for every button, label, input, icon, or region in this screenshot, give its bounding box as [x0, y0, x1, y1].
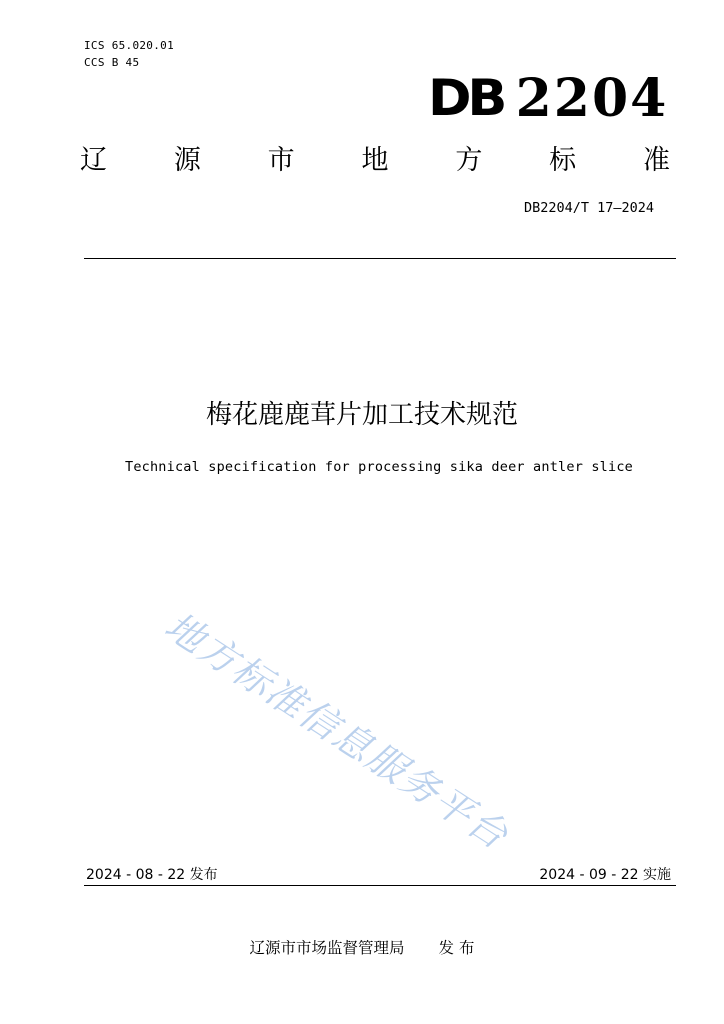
standard-type-char: 市 — [267, 145, 295, 176]
standard-type-char: 地 — [361, 145, 389, 176]
db-logo-letters: DB — [428, 69, 504, 127]
publisher-line — [0, 936, 724, 958]
publisher-action: 发 布 — [438, 939, 475, 957]
document-title-en: Technical specification for processing sika deer antler slice — [125, 459, 633, 475]
ics-code: ICS 65.020.01 — [84, 39, 174, 52]
top-divider — [84, 258, 676, 259]
db-logo-code: 2204 — [515, 67, 669, 129]
standard-number: DB2204/T 17—2024 — [523, 200, 654, 216]
standard-type-char: 标 — [549, 145, 577, 176]
ccs-code: CCS B 45 — [84, 56, 140, 69]
document-title-cn: 梅花鹿鹿茸片加工技术规范 — [205, 400, 518, 430]
standard-type-char: 辽 — [80, 145, 107, 176]
implement-date: 2024 - 09 - 22 实施 — [539, 867, 671, 883]
bottom-divider — [84, 885, 676, 886]
standard-type-heading — [80, 138, 670, 177]
publisher-name: 辽源市市场监督管理局 — [249, 939, 405, 957]
publish-date: 2024 - 08 - 22 发布 — [86, 867, 218, 883]
standard-type-char: 源 — [173, 145, 201, 176]
db-logo — [428, 67, 669, 129]
watermark: 地方标准信息服务平台 — [157, 603, 517, 859]
standard-type-char: 准 — [642, 145, 670, 176]
classification-codes — [84, 37, 174, 71]
standard-type-char: 方 — [455, 145, 483, 176]
